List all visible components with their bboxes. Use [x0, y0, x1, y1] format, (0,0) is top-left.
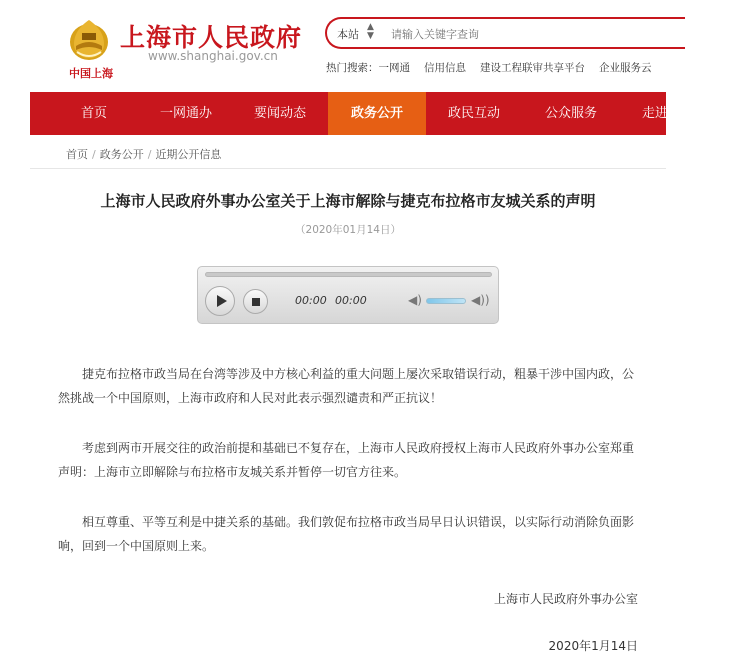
page — [30, 0, 695, 664]
breadcrumb — [66, 146, 221, 162]
divider — [30, 168, 666, 169]
nav-item-news[interactable]: 要闻动态 — [253, 106, 306, 121]
hot-search-label: 热门搜索： — [326, 62, 379, 74]
article-paragraph: 考虑到两市开展交往的政治前提和基础已不复存在，上海市人民政府授权上海市人民政府外事办公室郑重声明：上海市立即解除与布拉格市友城关系并暂停一切官方往来。 — [58, 441, 635, 479]
article-paragraph: 捷克布拉格市政当局在台湾等涉及中方核心利益的重大问题上屡次采取错误行动，粗暴干涉中国内政，公然挑战一个中国原则，上海市政府和人民对此表示强烈谴责和严正抗议！ — [58, 367, 635, 405]
site-logo[interactable] — [64, 16, 114, 78]
nav-item-interaction[interactable]: 政民互动 — [447, 106, 500, 121]
stop-button[interactable] — [243, 289, 268, 314]
audio-player — [197, 266, 499, 324]
duration-time: 00:00 — [335, 294, 367, 307]
site-url: www.shanghai.gov.cn — [148, 49, 278, 63]
breadcrumb-current[interactable]: 近期公开信息 — [155, 148, 222, 161]
article-date: （2020年01月14日） — [295, 224, 401, 236]
breadcrumb-separator: / — [92, 148, 96, 161]
breadcrumb-home[interactable]: 首页 — [66, 148, 88, 161]
nav-item-about[interactable]: 走进上海 — [642, 106, 695, 121]
site-header — [30, 0, 666, 90]
hot-search-item[interactable]: 一网通 — [378, 62, 410, 74]
search-input[interactable] — [389, 24, 633, 44]
hot-search-item[interactable]: 企业服务云 — [599, 62, 652, 74]
search-scope-select[interactable]: 本站 — [337, 28, 359, 41]
signature: 上海市人民政府外事办公室 — [493, 592, 638, 606]
main-nav — [30, 92, 695, 135]
site-title[interactable]: 上海市人民政府 — [120, 23, 303, 52]
signature-date: 2020年1月14日 — [548, 639, 638, 653]
nav-item-gov-affairs[interactable]: 政务公开 — [328, 92, 426, 135]
breadcrumb-gov-affairs[interactable]: 政务公开 — [99, 148, 144, 161]
audio-progress-bar[interactable] — [205, 272, 492, 277]
play-button[interactable] — [205, 286, 235, 316]
volume-high-icon[interactable]: ◀)) — [471, 293, 490, 307]
search-box — [325, 17, 685, 49]
article-title: 上海市人民政府外事办公室关于上海市解除与捷克布拉格市友城关系的声明 — [100, 192, 596, 210]
hot-search-item[interactable]: 建设工程联审共享平台 — [480, 62, 585, 74]
volume-slider[interactable] — [426, 298, 466, 304]
volume-low-icon[interactable]: ◀) — [408, 293, 422, 307]
nav-item-home[interactable]: 首页 — [80, 106, 107, 121]
emblem-icon — [68, 16, 110, 62]
updown-arrow-icon[interactable]: ▲ ▼ — [367, 22, 374, 41]
hot-search — [326, 60, 666, 75]
current-time: 00:00 — [295, 294, 327, 307]
nav-item-public-service[interactable]: 公众服务 — [544, 106, 597, 121]
article-paragraph: 相互尊重、平等互利是中捷关系的基础。我们敦促布拉格市政当局早日认识错误，以实际行动消除负面影响，回到一个中国原则上来。 — [58, 515, 635, 553]
logo-text: 中国上海 — [69, 67, 113, 80]
hot-search-item[interactable]: 信用信息 — [424, 62, 466, 74]
breadcrumb-separator: / — [147, 148, 152, 161]
nav-item-one-network[interactable]: 一网通办 — [159, 106, 212, 121]
